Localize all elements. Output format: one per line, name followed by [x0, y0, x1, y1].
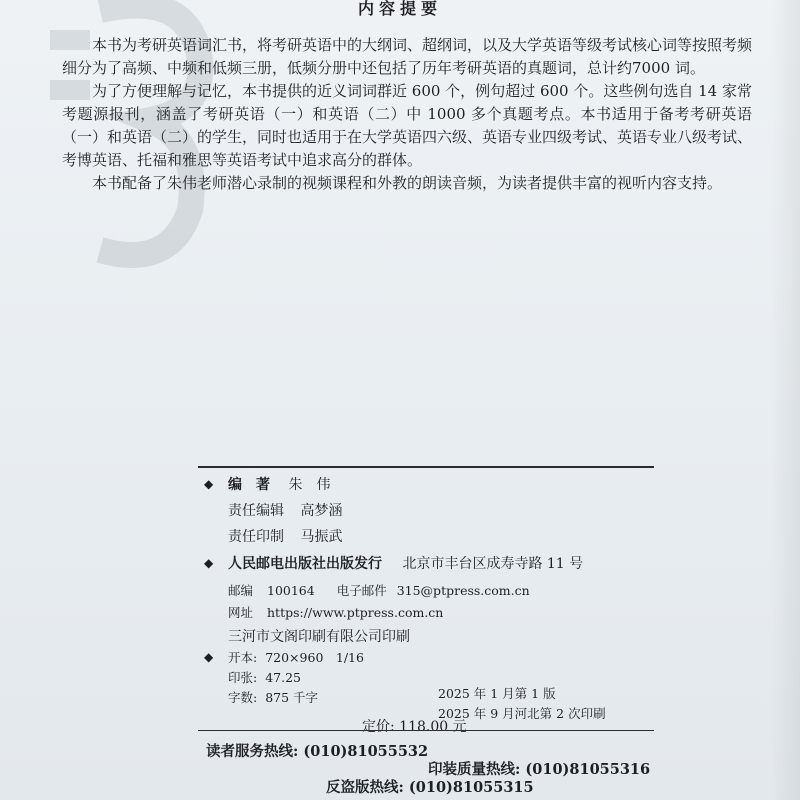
- website-label: 网址: [228, 605, 254, 620]
- format-label: 开本:: [228, 650, 258, 665]
- words-label: 字数:: [228, 690, 258, 705]
- summary-paragraph-2: 为了方便理解与记忆，本书提供的近义词词群近 600 个，例句超过 600 个。这些例句选自 14 家常考题源报刊，涵盖了考研英语（一）和英语（二）中 1000 多个真题考点。本书适用于备考考研英语（一）和英语（二）的学生，同时也适用于在大学英语四六级、英语专业四级考试、英语专业八级考试、考博英语、托福和雅思等英语考试中追求高分的群体。: [62, 82, 753, 169]
- website-url: https://www.ptpress.com.cn: [267, 605, 444, 620]
- contact-row: [228, 581, 530, 599]
- print-manager-label: 责任印制: [228, 529, 284, 545]
- reader-service-hotline: 读者服务热线: (010)81055532: [206, 743, 429, 760]
- postcode: 100164: [267, 583, 315, 598]
- sheets-value: 47.25: [265, 670, 301, 685]
- page-edge-shadow: [770, 0, 800, 800]
- sheets-label: 印张:: [228, 670, 258, 685]
- publisher: 人民邮电出版社出版发行: [228, 556, 382, 572]
- email: 315@ptpress.com.cn: [396, 583, 530, 598]
- edition: 2025 年 1 月第 1 版: [438, 686, 556, 701]
- anti-piracy-hotline: 反盗版热线: (010)81055315: [326, 779, 534, 796]
- words-row: [228, 688, 318, 706]
- format-row: [228, 648, 364, 666]
- printer-row: [228, 626, 410, 646]
- print-manager-row: [228, 526, 342, 546]
- sheets-row: [228, 668, 301, 686]
- words-value: 875 千字: [265, 690, 319, 705]
- summary-paragraph-1: 本书为考研英语词汇书，将考研英语中的大纲词、超纲词，以及大学英语等级考试核心词等按照考频细分为了高频、中频和低频三册，低频分册中还包括了历年考研英语的真题词，总计约7000 词。: [62, 36, 753, 77]
- author-row: [228, 474, 330, 494]
- imprint-top-rule: [198, 466, 654, 468]
- postcode-label: 邮编: [228, 583, 254, 598]
- editor-label: 责任编辑: [228, 503, 284, 519]
- print-quality-hotline: 印装质量热线: (010)81055316: [428, 761, 651, 778]
- content-summary: [62, 34, 752, 195]
- publisher-row: [228, 553, 583, 573]
- website-row: [228, 603, 443, 621]
- page-title: 内容提要: [357, 0, 442, 18]
- price: 定价: 118.00 元: [362, 719, 467, 735]
- imprint-bottom-rule: [198, 730, 654, 731]
- editor-row: [228, 500, 342, 520]
- publisher-address: 北京市丰台区成寿寺路 11 号: [402, 556, 584, 572]
- author-name: 朱 伟: [288, 477, 331, 493]
- diamond-bullet-icon: ◆: [204, 556, 214, 570]
- printing: 2025 年 9 月河北第 2 次印刷: [438, 706, 606, 721]
- author-label: 编 著: [228, 477, 270, 493]
- printer: 三河市文阁印刷有限公司印刷: [228, 629, 410, 645]
- editor-name: 高梦涵: [300, 503, 343, 519]
- summary-paragraph-3: 本书配备了朱伟老师潜心录制的视频课程和外教的朗读音频，为读者提供丰富的视听内容支持。: [92, 174, 723, 192]
- email-label: 电子邮件: [336, 583, 387, 598]
- diamond-bullet-icon: ◆: [204, 650, 214, 664]
- diamond-bullet-icon: ◆: [204, 477, 214, 491]
- print-manager-name: 马振武: [300, 529, 343, 545]
- format-value: 720×960 1/16: [265, 650, 364, 665]
